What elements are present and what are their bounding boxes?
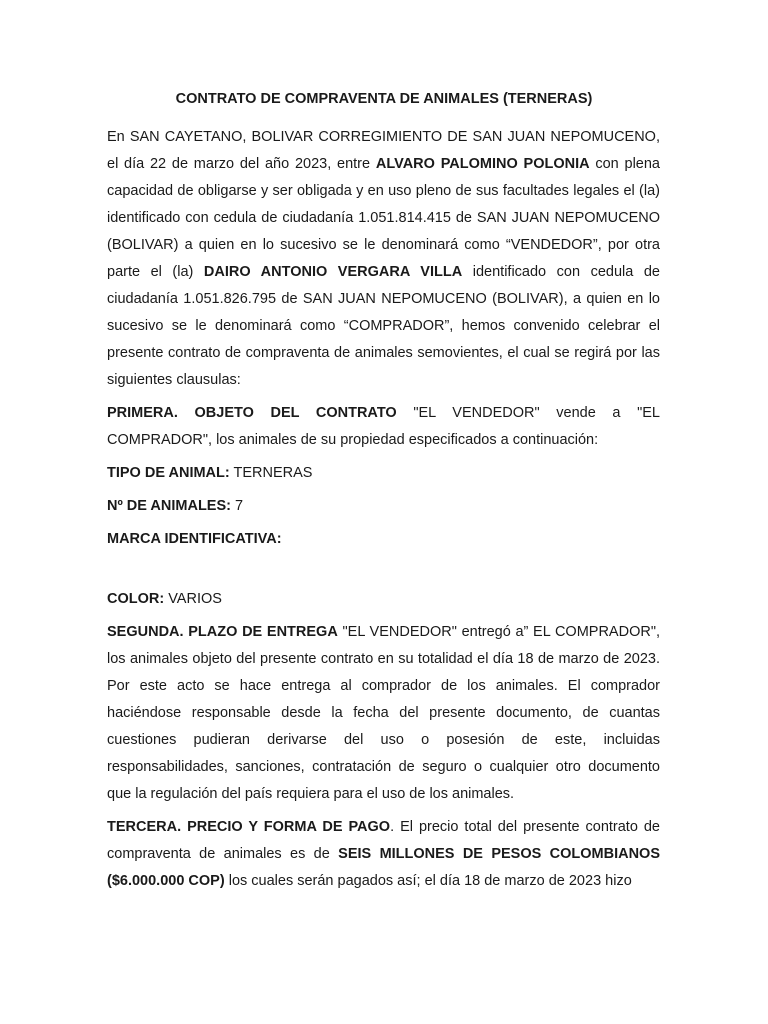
intro-text-2: con plena capacidad de obligarse y ser obligada y en uso pleno de sus facultades legales el (la) identificado con cedula de ciudadanía 1.051.814.415 de SAN JUAN NEPOMUCENO (BOLIVAR) a quien en lo sucesivo se le denominará como “VENDEDOR”, por otra parte el (la) — [107, 156, 661, 280]
field-tipo-label: TIPO DE ANIMAL: — [107, 465, 230, 481]
clause-tercera — [107, 814, 660, 895]
contract-title: CONTRATO DE COMPRAVENTA DE ANIMALES (TERNERAS) — [175, 91, 593, 107]
intro-text-3: identificado con cedula de ciudadanía 1.051.826.795 de SAN JUAN NEPOMUCENO (BOLIVAR), a quien en lo sucesivo se le denominará como “COMPRADOR”, hemos convenido celebrar el presente contrato de compraventa de animales semovientes, el cual se regirá por las siguientes clausulas: — [107, 264, 660, 388]
contract-amount: SEIS MILLONES DE PESOS COLOMBIANOS ($6.000.000 COP) — [107, 846, 660, 889]
intro-paragraph — [107, 124, 660, 394]
clause-tercera-heading: TERCERA. PRECIO Y FORMA DE PAGO — [107, 819, 391, 835]
field-color-label: COLOR: — [107, 591, 165, 607]
clause-tercera-text-1: . El precio total del presente contrato de compraventa de animales es de — [107, 819, 660, 862]
clause-segunda — [107, 619, 660, 808]
field-color-value: VARIOS — [164, 591, 222, 607]
field-marca — [107, 526, 660, 553]
field-num-label: Nº DE ANIMALES: — [107, 498, 231, 514]
field-tipo-value: TERNERAS — [229, 465, 313, 481]
buyer-name: DAIRO ANTONIO VERGARA VILLA — [203, 264, 463, 280]
seller-name: ALVARO PALOMINO POLONIA — [375, 156, 590, 172]
clause-segunda-heading: SEGUNDA. PLAZO DE ENTREGA — [107, 624, 338, 640]
clause-primera-heading: PRIMERA. OBJETO DEL CONTRATO — [107, 405, 397, 421]
intro-text-1: En SAN CAYETANO, BOLIVAR CORREGIMIENTO DE SAN JUAN NEPOMUCENO, el día 22 de marzo del año 2023, entre — [107, 129, 660, 172]
clause-tercera-text-2: los cuales serán pagados así; el día 18 de marzo de 2023 hizo — [224, 873, 632, 889]
clause-segunda-text: "EL VENDEDOR" entregó a” EL COMPRADOR", los animales objeto del presente contrato en su totalidad el día 18 de marzo de 2023. Por este acto se hace entrega al comprador de los animales. El comprador haciéndose responsable desde la fecha del presente documento, de cuantas cuestiones pudieran derivarse del uso o posesión de este, incluidas responsabilidades, sanciones, contratación de seguro o cualquier otro documento que la regulación del país requiera para el uso de los animales. — [107, 624, 660, 802]
field-tipo — [107, 460, 660, 487]
field-num-animales — [107, 493, 660, 520]
contract-body — [107, 124, 660, 895]
field-color — [107, 586, 660, 613]
field-num-value: 7 — [230, 498, 244, 514]
clause-primera — [107, 400, 660, 454]
clause-primera-text: "EL VENDEDOR" vende a "EL COMPRADOR", los animales de su propiedad especificados a continuación: — [107, 405, 660, 448]
field-marca-label: MARCA IDENTIFICATIVA: — [107, 531, 282, 547]
